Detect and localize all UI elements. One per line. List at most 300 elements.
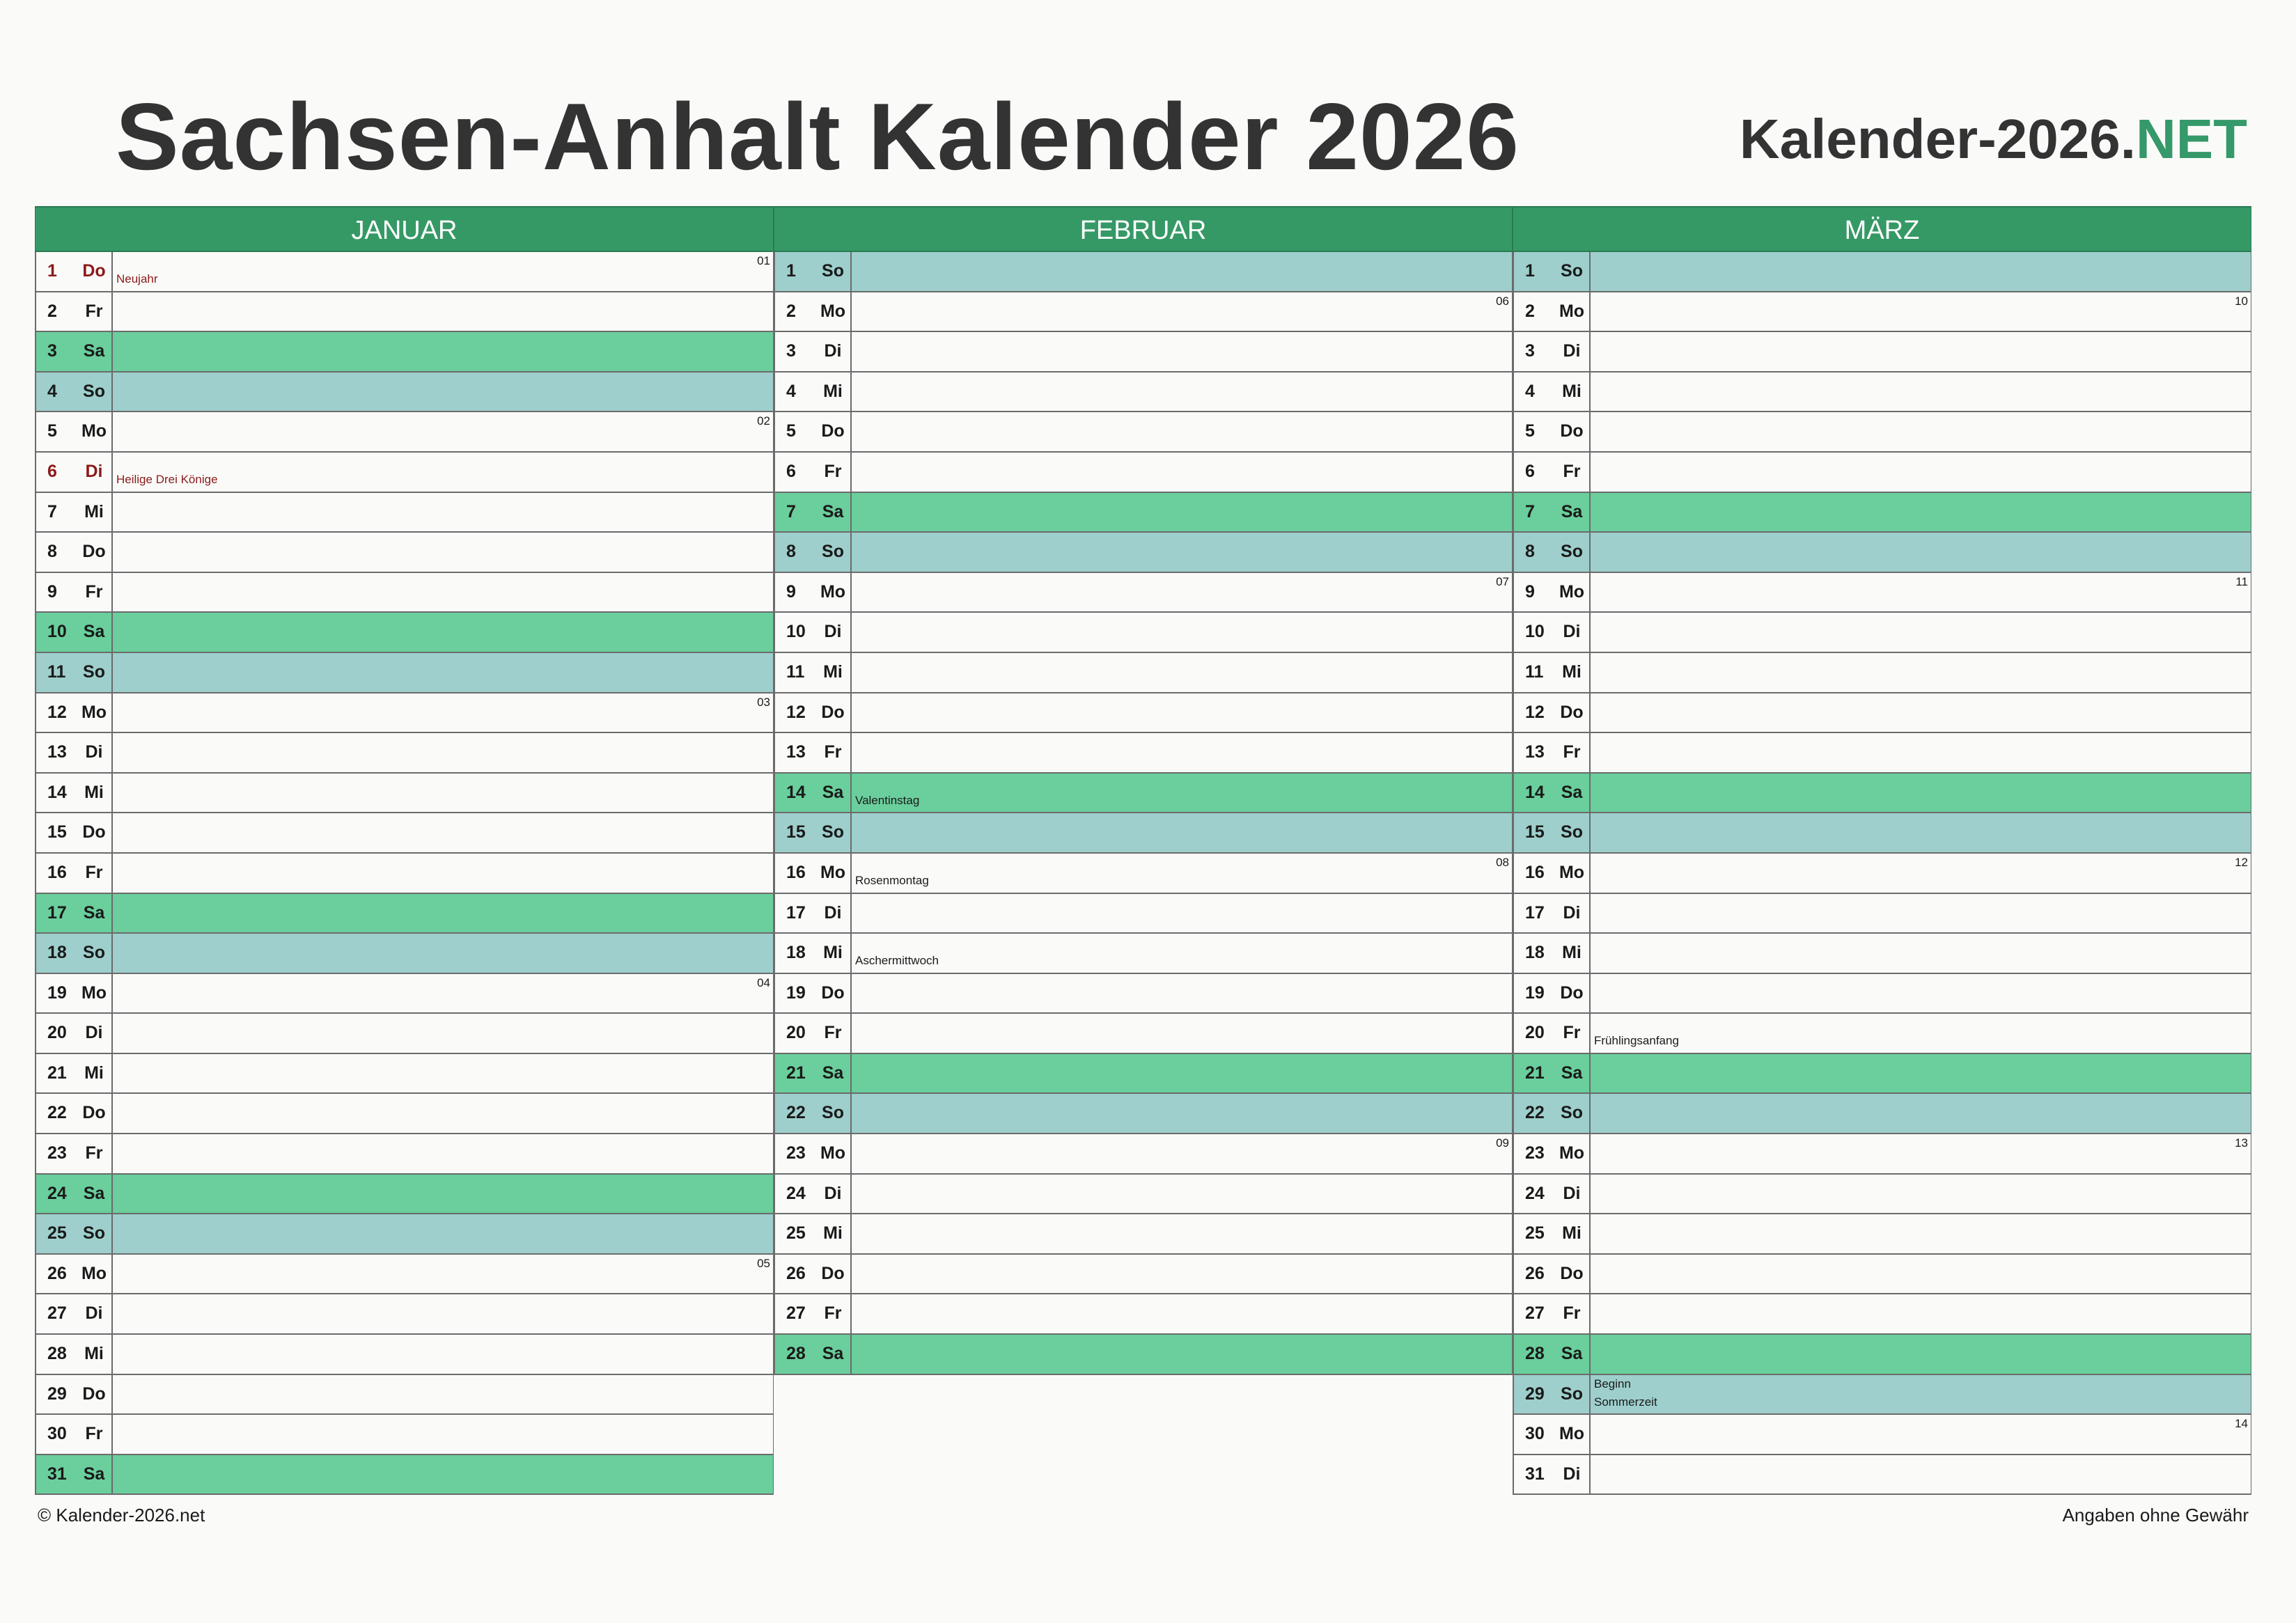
day-row[interactable] <box>35 1455 774 1496</box>
day-row[interactable] <box>35 573 774 613</box>
weekday-label: Sa <box>815 774 852 813</box>
day-note-cell <box>852 894 1512 933</box>
weekday-label: Mi <box>815 1214 852 1253</box>
day-row[interactable] <box>1513 613 2251 653</box>
day-note-cell <box>113 974 773 1013</box>
day-number: 21 <box>1525 1063 1545 1083</box>
day-row[interactable] <box>35 493 774 533</box>
day-row[interactable] <box>1513 1214 2251 1255</box>
day-row[interactable] <box>35 1175 774 1215</box>
weekday-label: Do <box>77 252 113 291</box>
weekday-label: Do <box>77 1094 113 1133</box>
day-number: 7 <box>1525 501 1535 522</box>
day-row[interactable] <box>35 1134 774 1175</box>
day-note-cell <box>852 693 1512 732</box>
day-row[interactable] <box>35 974 774 1014</box>
brand-logo <box>1739 108 2247 170</box>
day-row[interactable] <box>1513 533 2251 573</box>
weekday-label: Sa <box>815 1335 852 1374</box>
day-number: 23 <box>786 1143 806 1163</box>
day-number: 26 <box>1525 1263 1545 1283</box>
weekday-label: So <box>1554 1094 1591 1133</box>
day-row[interactable] <box>1513 1294 2251 1335</box>
day-note-cell <box>852 774 1512 813</box>
day-number: 5 <box>786 421 796 441</box>
day-number: 11 <box>1525 661 1544 682</box>
month-column <box>774 206 1513 1495</box>
day-number: 8 <box>47 542 57 562</box>
day-number: 23 <box>1525 1143 1545 1163</box>
weekday-label: Sa <box>77 332 113 371</box>
weekday-label: Mo <box>815 292 852 331</box>
day-note-cell <box>1591 1415 2251 1454</box>
day-number: 22 <box>1525 1103 1545 1123</box>
weekday-label: Mi <box>77 774 113 813</box>
day-row[interactable] <box>35 1054 774 1095</box>
day-number: 17 <box>786 902 806 923</box>
day-row[interactable] <box>774 1175 1513 1215</box>
day-note-cell <box>113 493 773 532</box>
day-row[interactable] <box>774 332 1513 373</box>
day-number: 4 <box>1525 381 1535 401</box>
brand-accent: NET <box>2136 108 2247 170</box>
day-row[interactable] <box>774 493 1513 533</box>
day-row[interactable] <box>774 894 1513 934</box>
day-number: 2 <box>47 301 57 321</box>
day-number: 17 <box>47 902 67 923</box>
day-row[interactable] <box>1513 1455 2251 1496</box>
week-number: 06 <box>1496 294 1509 308</box>
day-row[interactable] <box>35 934 774 974</box>
weekday-label: Fr <box>77 573 113 612</box>
day-row[interactable] <box>1513 1094 2251 1134</box>
weekday-label: Sa <box>77 894 113 933</box>
weekday-label: Do <box>1554 974 1591 1013</box>
weekday-label: Mo <box>77 1255 113 1294</box>
day-note-cell <box>1591 252 2251 291</box>
weekday-label: Di <box>1554 1455 1591 1494</box>
day-number: 29 <box>47 1383 67 1404</box>
weekday-label: Mo <box>1554 1415 1591 1454</box>
day-row[interactable] <box>35 1214 774 1255</box>
day-row[interactable] <box>35 1014 774 1054</box>
day-row[interactable] <box>1513 813 2251 854</box>
day-row[interactable] <box>35 613 774 653</box>
weekday-label: Sa <box>815 493 852 532</box>
day-row[interactable] <box>774 412 1513 453</box>
day-number: 3 <box>47 341 57 361</box>
day-note-cell <box>852 1014 1512 1053</box>
weekday-label: Fr <box>77 292 113 331</box>
weekday-label: Di <box>1554 613 1591 652</box>
day-note-cell <box>1591 1335 2251 1374</box>
day-row[interactable] <box>1513 974 2251 1014</box>
day-row[interactable] <box>774 1214 1513 1255</box>
weekday-label: Di <box>1554 1175 1591 1214</box>
day-row[interactable] <box>774 813 1513 854</box>
day-number: 6 <box>786 461 796 481</box>
day-row[interactable] <box>774 974 1513 1014</box>
day-note-cell <box>113 1134 773 1173</box>
weekday-label: Do <box>1554 693 1591 732</box>
day-row[interactable] <box>35 813 774 854</box>
weekday-label: Di <box>77 733 113 772</box>
day-row[interactable] <box>774 613 1513 653</box>
day-number: 19 <box>47 982 67 1003</box>
weekday-label: Di <box>77 453 113 492</box>
day-row[interactable] <box>1513 1175 2251 1215</box>
day-row[interactable] <box>774 373 1513 413</box>
day-number: 3 <box>1525 341 1535 361</box>
weekday-label: Mo <box>815 1134 852 1173</box>
day-number: 1 <box>1525 261 1535 281</box>
weekday-label: Mo <box>815 573 852 612</box>
weekday-label: So <box>1554 533 1591 572</box>
day-row[interactable] <box>35 653 774 693</box>
day-number: 9 <box>786 581 796 602</box>
weekday-label: Mi <box>1554 934 1591 973</box>
day-row[interactable] <box>774 1134 1513 1175</box>
day-note-cell <box>113 653 773 692</box>
day-row[interactable] <box>774 292 1513 333</box>
day-note-cell <box>1591 292 2251 331</box>
weekday-label: Sa <box>77 1175 113 1214</box>
day-row[interactable] <box>1513 1014 2251 1054</box>
day-number: 23 <box>47 1143 67 1163</box>
day-number: 5 <box>1525 421 1535 441</box>
day-row[interactable] <box>1513 733 2251 774</box>
brand-main: Kalender-2026. <box>1739 108 2136 170</box>
weekday-label: Sa <box>1554 774 1591 813</box>
weekday-label: Sa <box>77 1455 113 1494</box>
weekday-label: Sa <box>1554 1335 1591 1374</box>
day-note-cell <box>852 493 1512 532</box>
weekday-label: Fr <box>77 1134 113 1173</box>
day-row[interactable] <box>774 573 1513 613</box>
day-number: 24 <box>786 1183 806 1203</box>
day-number: 7 <box>786 501 796 522</box>
day-row[interactable] <box>1513 573 2251 613</box>
weekday-label: So <box>77 934 113 973</box>
weekday-label: Mo <box>77 412 113 451</box>
day-row[interactable] <box>1513 653 2251 693</box>
day-note-cell <box>852 1054 1512 1093</box>
day-note-cell <box>113 774 773 813</box>
day-row[interactable] <box>774 854 1513 894</box>
day-note-cell <box>1591 813 2251 852</box>
day-note-cell <box>113 1094 773 1133</box>
day-row[interactable] <box>1513 332 2251 373</box>
weekday-label: Mo <box>1554 1134 1591 1173</box>
day-number: 13 <box>47 742 67 762</box>
day-number: 12 <box>1525 702 1545 722</box>
day-row[interactable] <box>1513 693 2251 734</box>
day-row[interactable] <box>35 252 774 292</box>
weekday-label: Do <box>815 974 852 1013</box>
day-note-cell <box>113 613 773 652</box>
day-number: 20 <box>1525 1023 1545 1043</box>
day-note-cell <box>852 332 1512 371</box>
day-row[interactable] <box>35 894 774 934</box>
day-row[interactable] <box>35 453 774 493</box>
day-row[interactable] <box>774 453 1513 493</box>
day-number: 27 <box>47 1303 67 1324</box>
day-note-cell <box>113 332 773 371</box>
weekday-label: So <box>1554 1375 1591 1414</box>
weekday-label: Do <box>77 1375 113 1414</box>
day-row[interactable] <box>774 1094 1513 1134</box>
day-row[interactable] <box>35 854 774 894</box>
day-row[interactable] <box>774 1294 1513 1335</box>
day-number: 16 <box>1525 862 1545 882</box>
month-header: MÄRZ <box>1513 206 2251 252</box>
week-number: 03 <box>757 695 770 709</box>
day-number: 6 <box>1525 461 1535 481</box>
day-number: 2 <box>786 301 796 321</box>
day-number: 25 <box>47 1223 67 1244</box>
weekday-label: Fr <box>815 733 852 772</box>
day-row[interactable] <box>774 1054 1513 1095</box>
weekday-label: Di <box>77 1294 113 1333</box>
day-number: 14 <box>47 782 67 802</box>
day-note: Beginn Sommerzeit <box>1594 1377 1657 1409</box>
day-number: 16 <box>47 862 67 882</box>
week-number: 13 <box>2235 1136 2248 1150</box>
day-row[interactable] <box>35 292 774 333</box>
weekday-label: Di <box>815 894 852 933</box>
day-note-cell <box>1591 533 2251 572</box>
day-row[interactable] <box>35 1415 774 1455</box>
weekday-label: Di <box>815 1175 852 1214</box>
day-note-cell <box>113 733 773 772</box>
day-number: 19 <box>786 982 806 1003</box>
weekday-label: Di <box>815 613 852 652</box>
day-row[interactable] <box>35 693 774 734</box>
day-number: 18 <box>1525 943 1545 963</box>
weekday-label: Mo <box>77 693 113 732</box>
day-row[interactable] <box>774 774 1513 814</box>
week-number: 02 <box>757 414 770 428</box>
day-row[interactable] <box>774 653 1513 693</box>
day-number: 15 <box>1525 822 1545 842</box>
day-row[interactable] <box>1513 1134 2251 1175</box>
weekday-label: Mi <box>1554 373 1591 411</box>
weekday-label: Mi <box>77 493 113 532</box>
day-note-cell <box>1591 934 2251 973</box>
day-note-cell <box>113 1255 773 1294</box>
day-number: 7 <box>47 501 57 522</box>
day-note-cell <box>113 1335 773 1374</box>
day-note-cell <box>1591 493 2251 532</box>
day-number: 22 <box>47 1103 67 1123</box>
day-note: Heilige Drei Könige <box>116 473 218 487</box>
day-note-cell <box>1591 1455 2251 1494</box>
day-row[interactable] <box>1513 412 2251 453</box>
day-row[interactable] <box>774 693 1513 734</box>
day-row[interactable] <box>35 1375 774 1416</box>
weekday-label: Sa <box>1554 493 1591 532</box>
day-note-cell <box>1591 693 2251 732</box>
weekday-label: Sa <box>77 613 113 652</box>
day-note-cell <box>113 1375 773 1414</box>
weekday-label: Mi <box>815 373 852 411</box>
day-number: 12 <box>47 702 67 722</box>
day-row[interactable] <box>774 1335 1513 1375</box>
day-row[interactable] <box>35 1094 774 1134</box>
week-number: 05 <box>757 1256 770 1270</box>
weekday-label: Mo <box>815 854 852 893</box>
weekday-label: Mi <box>1554 1214 1591 1253</box>
day-number: 18 <box>47 943 67 963</box>
weekday-label: Fr <box>1554 733 1591 772</box>
day-row[interactable] <box>1513 1375 2251 1416</box>
day-number: 13 <box>1525 742 1545 762</box>
day-note-cell <box>1591 1375 2251 1414</box>
weekday-label: Mo <box>1554 854 1591 893</box>
month-header: FEBRUAR <box>774 206 1513 252</box>
day-row[interactable] <box>1513 1255 2251 1295</box>
day-note-cell <box>852 934 1512 973</box>
weekday-label: So <box>815 252 852 291</box>
day-row[interactable] <box>774 733 1513 774</box>
day-row[interactable] <box>1513 252 2251 292</box>
day-row[interactable] <box>1513 453 2251 493</box>
day-note-cell <box>1591 1094 2251 1133</box>
day-note-cell <box>1591 974 2251 1013</box>
day-note-cell <box>1591 1255 2251 1294</box>
day-number: 29 <box>1525 1383 1545 1404</box>
day-row[interactable] <box>1513 934 2251 974</box>
day-number: 1 <box>47 261 57 281</box>
day-note-cell <box>852 1255 1512 1294</box>
week-number: 01 <box>757 254 770 267</box>
weekday-label: Fr <box>1554 1294 1591 1333</box>
day-number: 5 <box>47 421 57 441</box>
day-note-cell <box>852 533 1512 572</box>
day-row[interactable] <box>1513 774 2251 814</box>
day-note-cell <box>113 533 773 572</box>
day-note-cell <box>1591 412 2251 451</box>
weekday-label: So <box>77 1214 113 1253</box>
weekday-label: Mo <box>1554 292 1591 331</box>
day-row[interactable] <box>1513 1054 2251 1095</box>
weekday-label: So <box>77 653 113 692</box>
day-row[interactable] <box>35 533 774 573</box>
day-number: 14 <box>786 782 806 802</box>
day-note-cell <box>852 1094 1512 1133</box>
day-note-cell <box>1591 1214 2251 1253</box>
day-note-cell <box>113 1415 773 1454</box>
day-number: 11 <box>786 661 805 682</box>
weekday-label: Do <box>77 813 113 852</box>
day-note-cell <box>852 373 1512 411</box>
day-number: 15 <box>786 822 806 842</box>
day-note-cell <box>852 813 1512 852</box>
day-row[interactable] <box>35 332 774 373</box>
day-number: 21 <box>786 1063 806 1083</box>
day-row[interactable] <box>1513 854 2251 894</box>
day-number: 25 <box>786 1223 806 1244</box>
weekday-label: Mi <box>815 653 852 692</box>
day-note-cell <box>852 453 1512 492</box>
day-note-cell <box>113 412 773 451</box>
weekday-label: Fr <box>77 1415 113 1454</box>
day-note: Aschermittwoch <box>855 954 939 968</box>
weekday-label: Fr <box>1554 1014 1591 1053</box>
day-row[interactable] <box>35 373 774 413</box>
day-row[interactable] <box>1513 894 2251 934</box>
day-number: 31 <box>1525 1464 1545 1484</box>
day-number: 27 <box>1525 1303 1545 1324</box>
day-row[interactable] <box>774 934 1513 974</box>
day-row[interactable] <box>774 1255 1513 1295</box>
day-row[interactable] <box>1513 292 2251 333</box>
weekday-label: Fr <box>1554 453 1591 492</box>
month-header: JANUAR <box>35 206 774 252</box>
day-number: 8 <box>786 542 796 562</box>
week-number: 10 <box>2235 294 2248 308</box>
week-number: 14 <box>2235 1417 2248 1431</box>
day-row[interactable] <box>35 774 774 814</box>
day-note-cell <box>113 453 773 492</box>
weekday-label: Do <box>815 693 852 732</box>
week-number: 12 <box>2235 855 2248 869</box>
day-number: 1 <box>786 261 796 281</box>
day-number: 28 <box>786 1344 806 1364</box>
day-row[interactable] <box>35 412 774 453</box>
weekday-label: Mi <box>77 1335 113 1374</box>
week-number: 08 <box>1496 855 1509 869</box>
week-number: 11 <box>2235 574 2248 588</box>
weekday-label: Fr <box>77 854 113 893</box>
day-row[interactable] <box>774 252 1513 292</box>
day-number: 19 <box>1525 982 1545 1003</box>
weekday-label: Mi <box>815 934 852 973</box>
weekday-label: Di <box>1554 332 1591 371</box>
day-note-cell <box>852 412 1512 451</box>
day-number: 4 <box>786 381 796 401</box>
day-row[interactable] <box>774 1014 1513 1054</box>
day-number: 27 <box>786 1303 806 1324</box>
day-row[interactable] <box>35 1294 774 1335</box>
day-row[interactable] <box>35 1255 774 1295</box>
day-number: 30 <box>47 1424 67 1444</box>
day-note-cell <box>852 613 1512 652</box>
day-row[interactable] <box>1513 493 2251 533</box>
day-note-cell <box>1591 373 2251 411</box>
day-row[interactable] <box>774 533 1513 573</box>
day-note-cell <box>852 1134 1512 1173</box>
day-row[interactable] <box>1513 1415 2251 1455</box>
day-row[interactable] <box>1513 1335 2251 1375</box>
day-note-cell <box>113 934 773 973</box>
day-note-cell <box>852 1175 1512 1214</box>
day-note-cell <box>113 854 773 893</box>
weekday-label: So <box>815 813 852 852</box>
day-note-cell <box>1591 774 2251 813</box>
day-row[interactable] <box>35 1335 774 1375</box>
day-row[interactable] <box>1513 373 2251 413</box>
day-note-cell <box>113 1014 773 1053</box>
day-note-cell <box>1591 733 2251 772</box>
day-note-cell <box>113 1294 773 1333</box>
weekday-label: Di <box>77 1014 113 1053</box>
weekday-label: Do <box>815 1255 852 1294</box>
calendar-grid <box>35 206 2251 1495</box>
weekday-label: Mi <box>77 1054 113 1093</box>
month-column <box>1513 206 2251 1495</box>
day-row[interactable] <box>35 733 774 774</box>
